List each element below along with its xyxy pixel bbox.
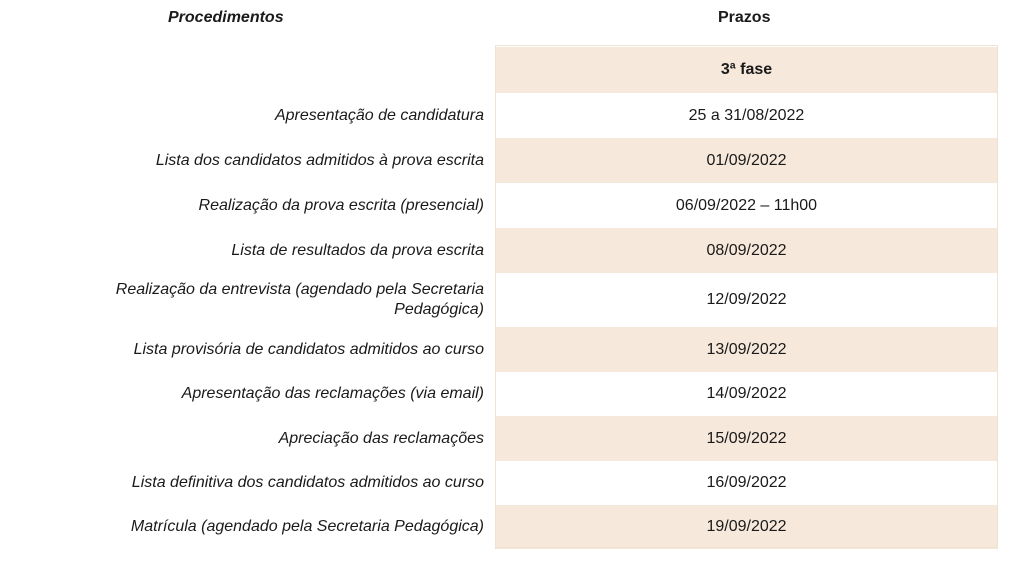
procedure-label: Lista provisória de candidatos admitidos ao curso: [133, 340, 484, 358]
procedure-label: Lista dos candidatos admitidos à prova escrita: [155, 151, 484, 169]
header-prazos: Prazos: [718, 9, 771, 26]
procedure-label: Matrícula (agendado pela Secretaria Pedagógica): [130, 518, 484, 535]
phase-header-cell: 3ª fase: [495, 47, 998, 93]
deadline-cell: 25 a 31/08/2022: [495, 93, 998, 138]
header-procedimentos: Procedimentos: [168, 9, 284, 26]
deadline-cell: 15/09/2022: [495, 416, 998, 461]
deadline-cell: 14/09/2022: [495, 372, 998, 416]
deadline-cell: 01/09/2022: [495, 138, 998, 183]
deadline-cell: 06/09/2022 – 11h00: [495, 183, 998, 228]
procedure-label: Apresentação de candidatura: [274, 106, 484, 124]
procedure-label: Realização da prova escrita (presencial): [198, 196, 484, 214]
deadline-cell: 13/09/2022: [495, 327, 998, 372]
deadline-cell: 08/09/2022: [495, 228, 998, 273]
procedure-label: Apresentação das reclamações (via email): [181, 385, 484, 402]
deadline-cell: 16/09/2022: [495, 461, 998, 505]
procedure-label: Apreciação das reclamações: [278, 429, 484, 447]
procedure-label: Lista definitiva dos candidatos admitidos ao curso: [131, 474, 484, 491]
deadline-cell: 12/09/2022: [495, 273, 998, 327]
procedure-label: Realização da entrevista (agendado pela Secretaria Pedagógica): [115, 281, 484, 318]
procedure-label: Lista de resultados da prova escrita: [231, 241, 484, 259]
deadline-cell: 19/09/2022: [495, 505, 998, 549]
